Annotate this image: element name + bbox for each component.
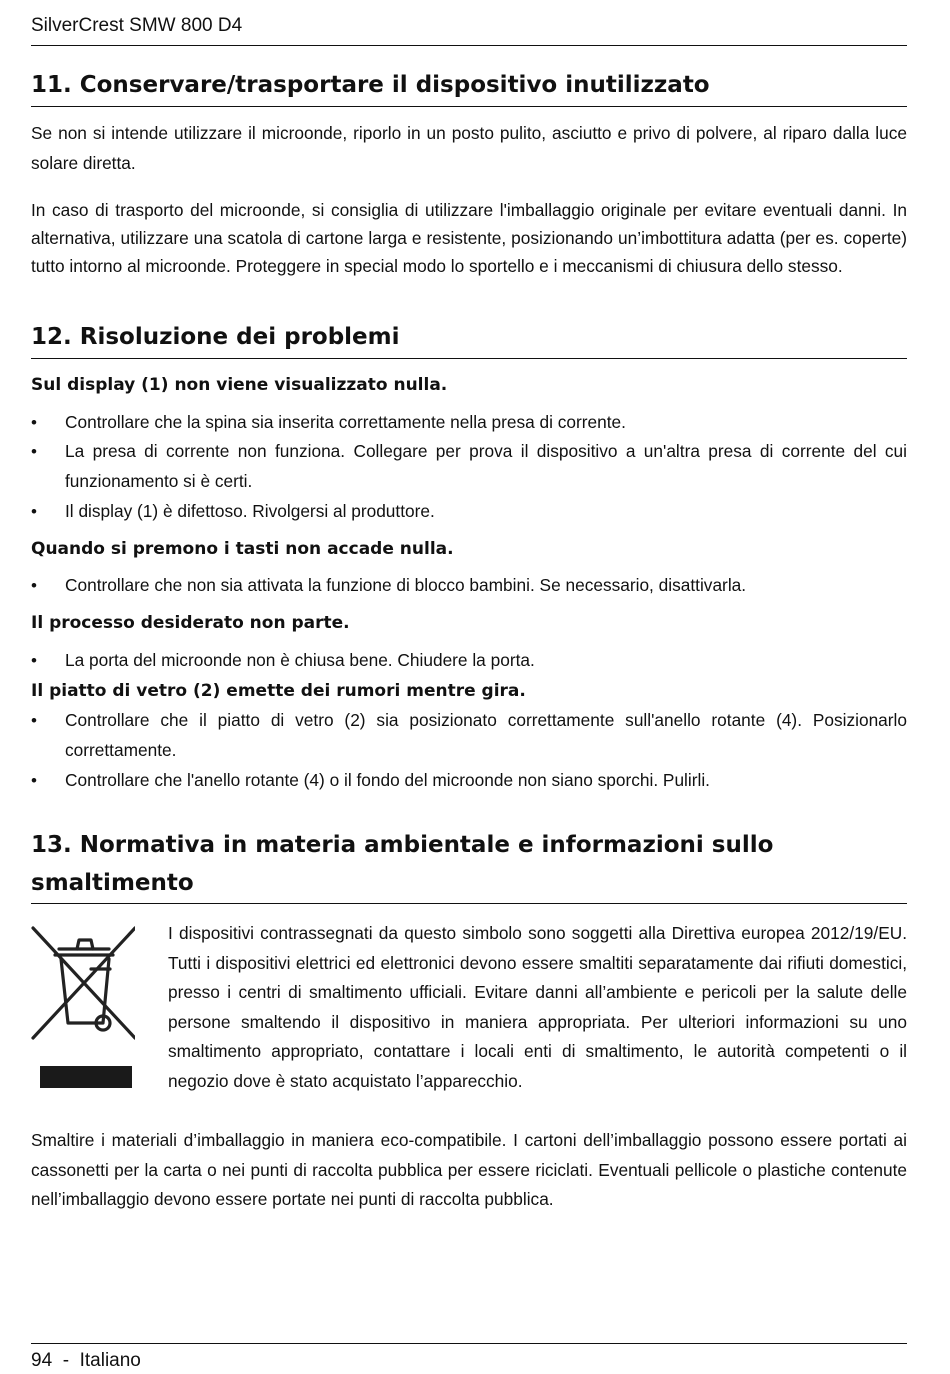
list-item-text: Controllare che la spina sia inserita correttamente nella presa di corrente. (65, 412, 626, 432)
problem-heading: Quando si premono i tasti non accade nulla. (31, 539, 454, 559)
list-item-text: La presa di corrente non funziona. Collegare per prova il dispositivo a un'altra presa di corrente del cui funzionamento si è certi. (65, 441, 907, 491)
running-header: SilverCrest SMW 800 D4 (31, 15, 243, 36)
problem-heading: Sul display (1) non viene visualizzato nulla. (31, 375, 448, 395)
footer-rule (31, 1343, 907, 1344)
section-11-paragraph-2: In caso di trasporto del microonde, si consiglia di utilizzare l'imballaggio originale per evitare eventuali danni. In alternativa, utilizzare una scatola di cartone larga e resistente, posizionando un’imbottitura adatta (per es. coperte) tutto intorno al microonde. Proteggere in special modo lo sportello e i meccanismi di chiusura dello stesso. (31, 200, 907, 276)
list-item (31, 571, 907, 601)
section-11-rule (31, 106, 907, 107)
footer-language: Italiano (79, 1350, 141, 1371)
list-item-text: Il display (1) è difettoso. Rivolgersi al produttore. (65, 501, 435, 521)
header-rule (31, 45, 907, 46)
crossed-out-wheelie-bin-icon (31, 925, 135, 1090)
list-item (31, 408, 907, 438)
section-13-title-line-1: 13. Normativa in materia ambientale e informazioni sullo (31, 832, 774, 858)
list-item (31, 497, 907, 527)
packaging-disposal-paragraph: Smaltire i materiali d’imballaggio in maniera eco-compatibile. I cartoni dell’imballaggio possono essere portati ai cassonetti per la carta o nei punti di raccolta pubblica per essere riciclati. Eventuali pellicole o plastiche contenute nell’imballaggio devono essere portate nei punti di raccolta pubblica. (31, 1130, 907, 1209)
bullet-icon: • (31, 442, 37, 461)
weee-directive-paragraph: I dispositivi contrassegnati da questo simbolo sono soggetti alla Direttiva europea 2012/19/EU. Tutti i dispositivi elettrici ed elettronici devono essere smaltiti separatamente dai rifiuti domestici, presso i centri di smaltimento ufficiali. Evitare danni all’ambiente e pericoli per la salute delle persone smaltendo il dispositivo in maniera appropriata. Per ulteriori informazioni su uno smaltimento appropriato, contattare i locali enti di smaltimento, le autorità competenti o il negozio dove è stato acquistato l’apparecchio. (168, 923, 907, 1091)
list-item (31, 766, 907, 796)
bullet-icon: • (31, 651, 37, 670)
page-number: 94 (31, 1350, 53, 1371)
bullet-icon: • (31, 502, 37, 521)
bullet-icon: • (31, 576, 37, 595)
section-11-title: 11. Conservare/trasportare il dispositivo inutilizzato (31, 72, 710, 98)
section-11-paragraph-1: Se non si intende utilizzare il microonde, riporlo in un posto pulito, asciutto e privo di polvere, al riparo dalla luce solare diretta. (31, 123, 907, 173)
section-12-rule (31, 358, 907, 359)
list-item-text: Controllare che non sia attivata la funzione di blocco bambini. Se necessario, disattivarla. (65, 575, 747, 595)
list-item-text: Controllare che l'anello rotante (4) o il fondo del microonde non siano sporchi. Pulirli. (65, 770, 710, 790)
bullet-icon: • (31, 771, 37, 790)
list-item-text: Controllare che il piatto di vetro (2) sia posizionato correttamente sull'anello rotante (4). Posizionarlo correttamente. (65, 710, 907, 760)
problem-heading: Il processo desiderato non parte. (31, 613, 350, 633)
list-item (31, 646, 907, 676)
problem-heading: Il piatto di vetro (2) emette dei rumori mentre gira. (31, 681, 526, 701)
section-13-title-line-2: smaltimento (31, 870, 194, 896)
bullet-icon: • (31, 711, 37, 730)
section-13-rule (31, 903, 907, 904)
list-item-text: La porta del microonde non è chiusa bene. Chiudere la porta. (65, 650, 535, 670)
footer-separator: - (62, 1350, 70, 1371)
list-item (31, 437, 907, 496)
page-footer (31, 1349, 141, 1373)
list-item (31, 706, 907, 765)
bullet-icon: • (31, 413, 37, 432)
section-12-title: 12. Risoluzione dei problemi (31, 324, 400, 350)
